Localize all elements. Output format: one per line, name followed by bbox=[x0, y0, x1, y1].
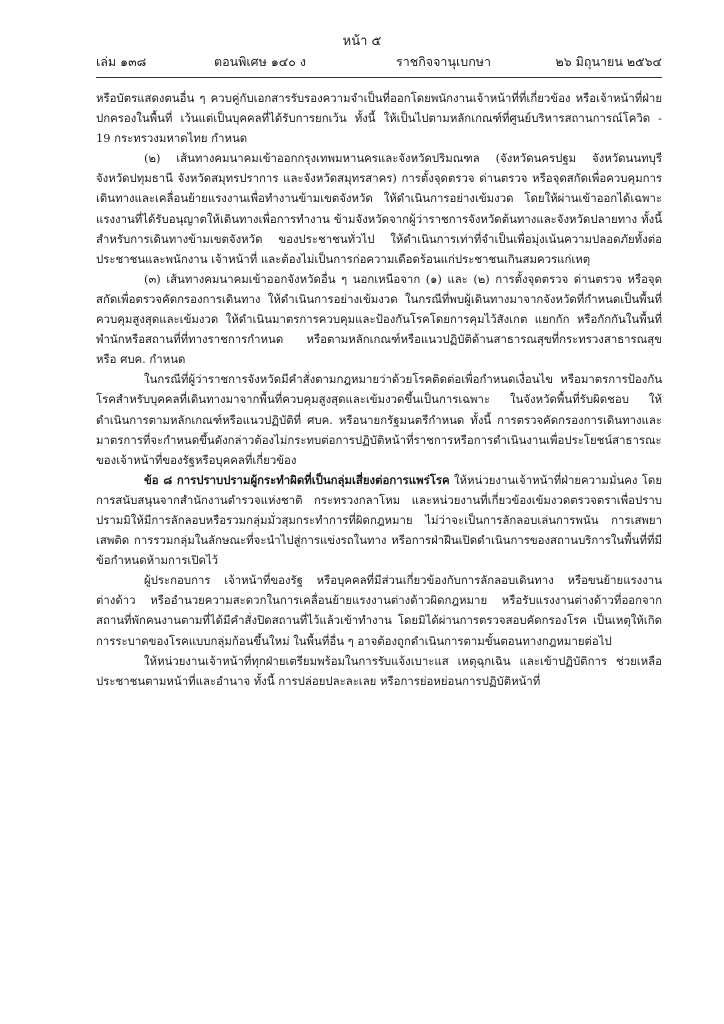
paragraph: หรือบัตรแสดงตนอื่น ๆ ควบคู่กับเอกสารรับรองความจำเป็นที่ออกโดยพนักงานเจ้าหน้าที่ที่เกี่ยวข้อง หรือเจ้าหน้าที่ฝ่ายปกครองในพื้นที่ เว้นแต่เป็นบุคคลที่ได้รับการยกเว้น ทั้งนี้ ให้เป็นไปตามหลักเกณฑ์ที่ศูนย์บริหารสถานการณ์โควิด - 19 กระทรวงมหาดไทย กำหนด bbox=[96, 91, 662, 146]
paragraph: (๒) เส้นทางคมนาคมเข้าออกกรุงเทพมหานครและจังหวัดปริมณฑล (จังหวัดนครปฐม จังหวัดนนทบุรี จังหวัดปทุมธานี จังหวัดสมุทรปราการ และจังหวัดสมุทรสาคร) การตั้งจุดตรวจ ด่านตรวจ หรือจุดสกัดเพื่อควบคุมการเดินทางและเคลื่อนย้ายแรงงานเพื่อทำงานข้ามเขตจังหวัด ให้ดำเนินการอย่างเข้มงวด โดยให้ผ่านเข้าออกได้เฉพาะแรงงานที่ได้รับอนุญาตให้เดินทางเพื่อการทำงาน ข้ามจังหวัดจากผู้ว่าราชการจังหวัดต้นทางและจังหวัดปลายทาง ทั้งนี้ สำหรับการเดินทางข้ามเขตจังหวัด ของประชาชนทั่วไป ให้ดำเนินการเท่าที่จำเป็นเพื่อมุ่งเน้นความปลอดภัยทั้งต่อประชาชนและพนักงาน เจ้าหน้าที่ และต้องไม่เป็นการก่อความเดือดร้อนแก่ประชาชนเกินสมควรแก่เหตุ bbox=[96, 151, 662, 266]
paragraph: (๓) เส้นทางคมนาคมเข้าออกจังหวัดอื่น ๆ นอกเหนือจาก (๑) และ (๒) การตั้งจุดตรวจ ด่านตรวจ หรือจุดสกัดเพื่อตรวจคัดกรองการเดินทาง ให้ดำเนินการอย่างเข้มงวด ในกรณีที่พบผู้เดินทางมาจากจังหวัดที่กำหนดเป็นพื้นที่ควบคุมสูงสุดและเข้มงวด ให้ดำเนินมาตรการควบคุมและป้องกันโรคโดยการคุมไว้สังเกต แยกกัก หรือกักกันในพื้นที่พำนักหรือสถานที่ที่ทางราชการกำหนด หรือตามหลักเกณฑ์หรือแนวปฏิบัติด้านสาธารณสุขที่กระทรวงสาธารณสุขหรือ ศบค. กำหนด bbox=[96, 271, 662, 367]
section-text: ให้หน่วยงานเจ้าหน้าที่ฝ่ายความมั่นคง โดยการสนับสนุนจากสำนักงานตำรวจแห่งชาติ กระทรวงกลาโหม และหน่วยงานที่เกี่ยวข้องเข้มงวดตรวจตราเพื่อปราบปรามมิให้มีการลักลอบหรือรวมกลุ่มมั่วสุมกระทำการที่ผิดกฎหมาย ไม่ว่าจะเป็นการลักลอบเล่นการพนัน การเสพยาเสพติด การรวมกลุ่มในลักษณะที่จะนำไปสู่การแข่งรถในทาง หรือการฝ่าฝืนเปิดดำเนินการของสถานบริการในพื้นที่ที่มีข้อกำหนดห้ามการเปิดไว้ bbox=[96, 472, 662, 568]
header-rule bbox=[96, 77, 662, 78]
section-heading: ข้อ ๘ การปราบปรามผู้กระทำผิดที่เป็นกลุ่มเสี่ยงต่อการแพร่โรค bbox=[144, 472, 450, 487]
paragraph: ให้หน่วยงานเจ้าหน้าที่ทุกฝ่ายเตรียมพร้อมในการรับแจ้งเบาะแส เหตุฉุกเฉิน และเข้าปฏิบัติการ ช่วยเหลือประชาชนตามหน้าที่และอำนาจ ทั้งนี้ การปล่อยปละละเลย หรือการย่อหย่อนการปฏิบัติหน้าที่ bbox=[96, 653, 662, 688]
issue-label: ตอนพิเศษ ๑๔๐ ง bbox=[214, 54, 306, 69]
section-8-paragraph bbox=[96, 470, 662, 570]
publication-date: ๒๖ มิถุนายน ๒๕๖๔ bbox=[555, 54, 662, 69]
document-body bbox=[96, 88, 662, 691]
paragraph: ในกรณีที่ผู้ว่าราชการจังหวัดมีคำสั่งตามกฎหมายว่าด้วยโรคติดต่อเพื่อกำหนดเงื่อนไข หรือมาตรการป้องกันโรคสำหรับบุคคลที่เดินทางมาจากพื้นที่ควบคุมสูงสุดและเข้มงวดขึ้นเป็นการเฉพาะ ในจังหวัดพื้นที่รับผิดชอบ ให้ดำเนินการตามหลักเกณฑ์หรือแนวปฏิบัติที่ ศบค. หรือนายกรัฐมนตรีกำหนด ทั้งนี้ การตรวจคัดกรองการเดินทางและมาตรการที่จะกำหนดขึ้นดังกล่าวต้องไม่กระทบต่อการปฏิบัติหน้าที่ราชการหรือการดำเนินงานเพื่อประโยชน์สาธารณะของเจ้าหน้าที่ของรัฐหรือบุคคลที่เกี่ยวข้อง bbox=[96, 372, 662, 467]
gazette-header bbox=[96, 52, 662, 72]
volume-label: เล่ม ๑๓๘ bbox=[96, 54, 147, 69]
journal-title: ราชกิจจานุเบกษา bbox=[396, 54, 492, 69]
paragraph: ผู้ประกอบการ เจ้าหน้าที่ของรัฐ หรือบุคคลที่มีส่วนเกี่ยวข้องกับการลักลอบเดินทาง หรือขนย้ายแรงงานต่างด้าว หรืออำนวยความสะดวกในการเคลื่อนย้ายแรงงานต่างด้าวผิดกฎหมาย หรือรับแรงงานต่างด้าวที่ออกจากสถานที่พักคนงานตามที่ได้มีคำสั่งปิดสถานที่ไว้แล้วเข้าทำงาน โดยมิได้ผ่านการตรวจสอบคัดกรองโรค เป็นเหตุให้เกิดการระบาดของโรคแบบกลุ่มก้อนขึ้นใหม่ ในพื้นที่อื่น ๆ อาจต้องถูกดำเนินการตามขั้นตอนทางกฎหมายต่อไป bbox=[96, 573, 662, 648]
page-number: หน้า ๕ bbox=[342, 34, 382, 49]
